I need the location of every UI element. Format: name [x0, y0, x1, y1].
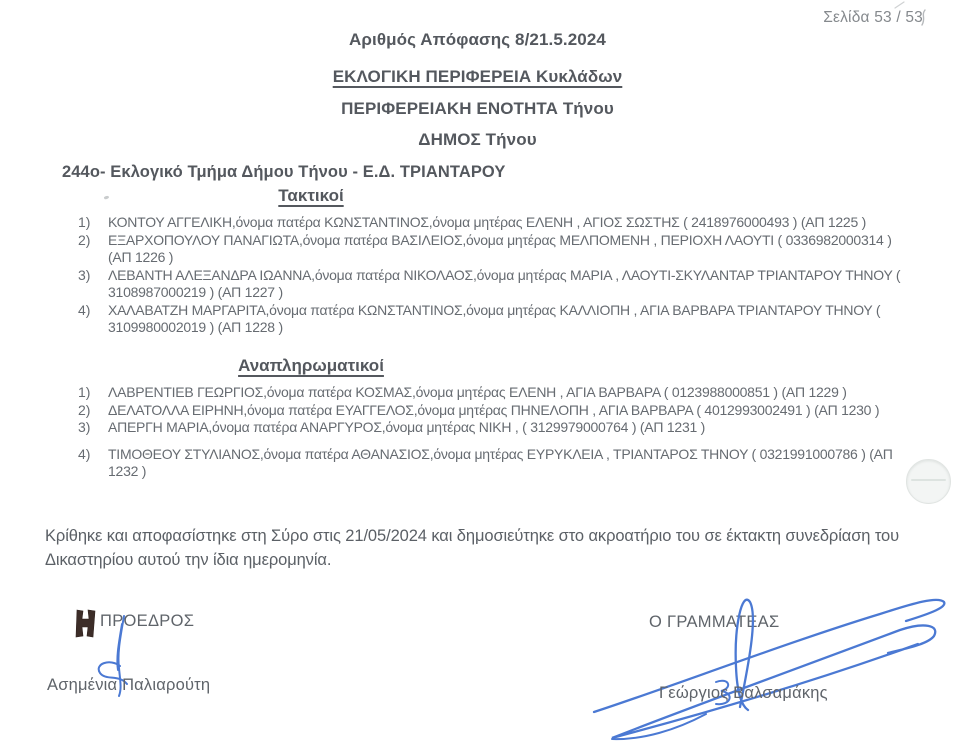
- document-header: [0, 30, 955, 150]
- regular-members-heading: Τακτικοί: [278, 186, 344, 205]
- president-name: Ασημένια Παλιαρούτη: [47, 676, 211, 694]
- member-number: 2): [78, 231, 91, 248]
- member-number: 4): [78, 445, 91, 462]
- electoral-district-heading: ΕΚΛΟΓΙΚΗ ΠΕΡΙΦΕΡΕΙΑ Κυκλάδων: [332, 67, 623, 86]
- member-row: [78, 384, 905, 402]
- member-number: 4): [78, 301, 91, 318]
- member-details: ΛΕΒΑΝΤΗ ΑΛΕΞΑΝΔΡΑ ΙΩΑΝΝΑ,όνομα πατέρα ΝΙΚΟΛΑΟΣ,όνομα μητέρας ΜΑΡΙΑ , ΛΑΟΥΤΙ-ΣΚΥΛΑΝΤΑΡ ΤΡΙΑΝΤΑΡΟΥ ΤΗΝΟΥ ( 3108987000219 ) (ΑΠ 1227 ): [108, 266, 901, 300]
- page-number-label: Σελίδα 53 / 53: [823, 9, 923, 26]
- president-title: ΠΡΟΕΔΡΟΣ: [100, 612, 195, 630]
- member-number: 3): [78, 266, 91, 283]
- member-row: [78, 214, 905, 232]
- member-details: ΛΑΒΡΕΝΤΙΕΒ ΓΕΩΡΓΙΟΣ,όνομα πατέρα ΚΟΣΜΑΣ,όνομα μητέρας ΕΛΕΝΗ , ΑΓΙΑ ΒΑΡΒΑΡΑ ( 0123988000851 ) (ΑΠ 1229 ): [108, 384, 847, 400]
- member-details: ΤΙΜΟΘΕΟΥ ΣΤΥΛΙΑΝΟΣ,όνομα πατέρα ΑΘΑΝΑΣΙΟΣ,όνομα μητέρας ΕΥΡΥΚΛΕΙΑ , ΤΡΙΑΝΤΑΡΟΣ ΤΗΝΟΥ ( 0321991000786 ) (ΑΠ 1232 ): [108, 445, 893, 479]
- substitute-members-heading: Αναπληρωματικοί: [238, 356, 384, 375]
- member-details: ΕΞΑΡΧΟΠΟΥΛΟΥ ΠΑΝΑΓΙΩΤΑ,όνομα πατέρα ΒΑΣΙΛΕΙΟΣ,όνομα μητέρας ΜΕΛΠΟΜΕΝΗ , ΠΕΡΙΟΧΗ ΛΑΟΥΤΙ ( 0336982000314 ) (ΑΠ 1226 ): [108, 231, 892, 265]
- member-row: [78, 446, 905, 481]
- scan-artifact: [893, 0, 907, 10]
- secretary-title: Ο ΓΡΑΜΜΑΤΕΑΣ: [649, 613, 780, 631]
- member-details: ΑΠΕΡΓΗ ΜΑΡΙΑ,όνομα πατέρα ΑΝΑΡΓΥΡΟΣ,όνομα μητέρας ΝΙΚΗ , ( 3129979000764 ) (ΑΠ 1231 ): [108, 419, 706, 435]
- regional-unit-heading: ΠΕΡΙΦΕΡΕΙΑΚΗ ΕΝΟΤΗΤΑ Τήνου: [341, 99, 614, 118]
- member-number: 3): [78, 419, 91, 435]
- member-number: 2): [78, 401, 91, 418]
- secretary-name: Γεώργιος Βαλσαμάκης: [659, 684, 828, 702]
- municipality-heading: ΔΗΜΟΣ Τήνου: [418, 130, 537, 149]
- closing-statement: Κρίθηκε και αποφασίστηκε στη Σύρο στις 21/05/2024 και δημοσιεύτηκε στο ακροατήριο του σε έκτακτη συνεδρίαση του Δικαστηρίου αυτού την ίδια ημερομηνία.: [45, 527, 900, 569]
- decision-number-heading: Αριθμός Απόφασης 8/21.5.2024: [349, 30, 606, 49]
- regular-members-list: [78, 214, 905, 337]
- member-details: ΧΑΛΑΒΑΤΖΗ ΜΑΡΓΑΡΙΤΑ,όνομα πατέρα ΚΩΝΣΤΑΝΤΙΝΟΣ,όνομα μητέρας ΚΑΛΛΙΟΠΗ , ΑΓΙΑ ΒΑΡΒΑΡΑ ΤΡΙΑΝΤΑΡΟΥ ΤΗΝΟΥ ( 3109980002019 ) (ΑΠ 1228 ): [108, 301, 881, 335]
- member-details: ΔΕΛΑΤΟΛΛΑ ΕΙΡΗΝΗ,όνομα πατέρα ΕΥΑΓΓΕΛΟΣ,όνομα μητέρας ΠΗΝΕΛΟΠΗ , ΑΓΙΑ ΒΑΡΒΑΡΑ ( 4012993002491 ) (ΑΠ 1230 ): [108, 401, 880, 418]
- ink-blob-mark: [74, 609, 97, 638]
- punch-hole-mark: [906, 459, 951, 504]
- member-row: [78, 232, 905, 267]
- member-row: [78, 267, 905, 302]
- member-number: 1): [78, 384, 91, 400]
- member-row: [78, 419, 905, 437]
- member-number: 1): [78, 214, 91, 230]
- scan-artifact: [916, 8, 930, 28]
- member-row: [78, 402, 905, 420]
- member-row: [78, 302, 905, 337]
- member-details: ΚΟΝΤΟΥ ΑΓΓΕΛΙΚΗ,όνομα πατέρα ΚΩΝΣΤΑΝΤΙΝΟΣ,όνομα μητέρας ΕΛΕΝΗ , ΑΓΙΟΣ ΣΩΣΤΗΣ ( 2418976000493 ) (ΑΠ 1225 ): [108, 214, 867, 230]
- polling-station-title: 244ο- Εκλογικό Τμήμα Δήμου Τήνου - Ε.Δ. ΤΡΙΑΝΤΑΡΟΥ: [62, 163, 506, 181]
- substitute-members-list: [78, 384, 905, 481]
